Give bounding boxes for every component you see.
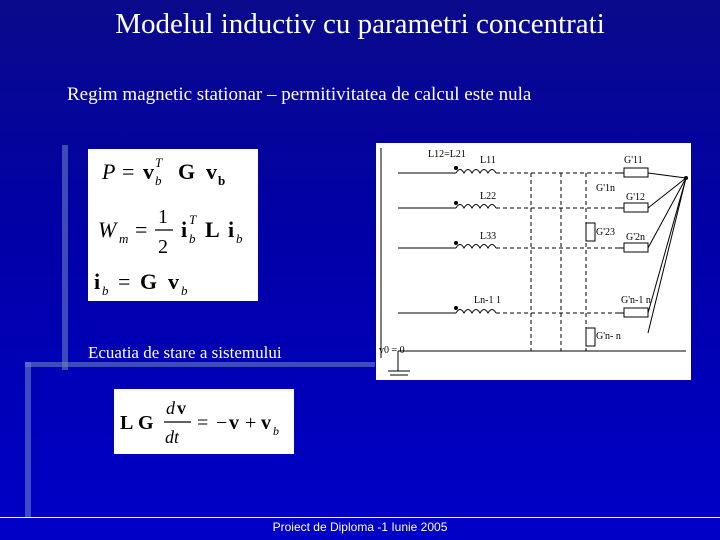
svg-text:W: W xyxy=(98,217,117,242)
state-equation-label: Ecuatia de stare a sistemului xyxy=(88,343,282,362)
svg-text:v: v xyxy=(177,398,186,418)
label-l11: L11 xyxy=(480,155,496,166)
svg-text:P: P xyxy=(102,159,116,184)
label-g12: G'12 xyxy=(626,192,646,203)
svg-text:v: v xyxy=(261,412,271,434)
svg-text:=: = xyxy=(118,269,131,294)
equations-image xyxy=(88,149,258,301)
accent-bar-vertical-lower xyxy=(25,362,31,517)
svg-text:b: b xyxy=(102,283,109,298)
slide-title: Modelul inductiv cu parametri concentrati xyxy=(115,8,605,40)
svg-text:−: − xyxy=(216,412,228,434)
label-g1n: G'1n xyxy=(596,183,616,194)
svg-text:G: G xyxy=(138,412,154,434)
footer-text: Proiect de Diploma -1 Iunie 2005 xyxy=(272,520,448,534)
svg-text:T: T xyxy=(189,212,197,227)
label-g23: G'23 xyxy=(596,227,616,238)
svg-text:=: = xyxy=(135,217,148,242)
svg-text:b: b xyxy=(189,231,196,246)
svg-text:1: 1 xyxy=(158,206,168,228)
accent-bar-vertical xyxy=(62,145,68,370)
svg-text:L: L xyxy=(205,217,220,242)
svg-text:dt: dt xyxy=(165,427,180,447)
svg-text:=: = xyxy=(122,159,135,184)
svg-text:b: b xyxy=(236,231,243,246)
state-equation-image xyxy=(114,389,294,454)
label-ln1: Ln-1 1 xyxy=(474,295,501,306)
label-gnn: G'n- n xyxy=(596,331,621,342)
label-l22: L22 xyxy=(480,191,497,202)
svg-text:b: b xyxy=(273,424,279,438)
svg-text:L: L xyxy=(120,412,134,434)
svg-text:v: v xyxy=(206,159,217,184)
svg-text:b: b xyxy=(218,173,226,188)
svg-text:T: T xyxy=(155,155,163,170)
svg-text:v: v xyxy=(229,412,239,434)
label-g2n: G'2n xyxy=(626,232,646,243)
svg-text:m: m xyxy=(119,231,129,246)
svg-text:G: G xyxy=(178,159,196,184)
footer-divider xyxy=(0,517,720,518)
svg-text:+: + xyxy=(245,412,257,434)
svg-text:v: v xyxy=(143,159,154,184)
label-gn1n: G'n-1 n xyxy=(621,295,651,306)
svg-text:i: i xyxy=(228,217,235,242)
svg-text:i: i xyxy=(181,217,188,242)
svg-text:i: i xyxy=(94,269,101,294)
label-g11: G'11 xyxy=(624,155,643,166)
label-l12-l21: L12=L21 xyxy=(428,149,466,160)
svg-text:=: = xyxy=(197,412,209,434)
svg-text:2: 2 xyxy=(158,236,168,258)
svg-text:b: b xyxy=(155,173,162,188)
svg-text:b: b xyxy=(181,283,188,298)
circuit-diagram xyxy=(376,143,691,380)
label-v0: v0 = 0 xyxy=(379,345,405,356)
svg-text:G: G xyxy=(140,269,158,294)
svg-text:d: d xyxy=(166,398,175,418)
label-l33: L33 xyxy=(480,231,497,242)
slide-subtitle: Regim magnetic stationar – permitivitatea de calcul este nula xyxy=(67,84,532,105)
svg-text:v: v xyxy=(168,269,179,294)
